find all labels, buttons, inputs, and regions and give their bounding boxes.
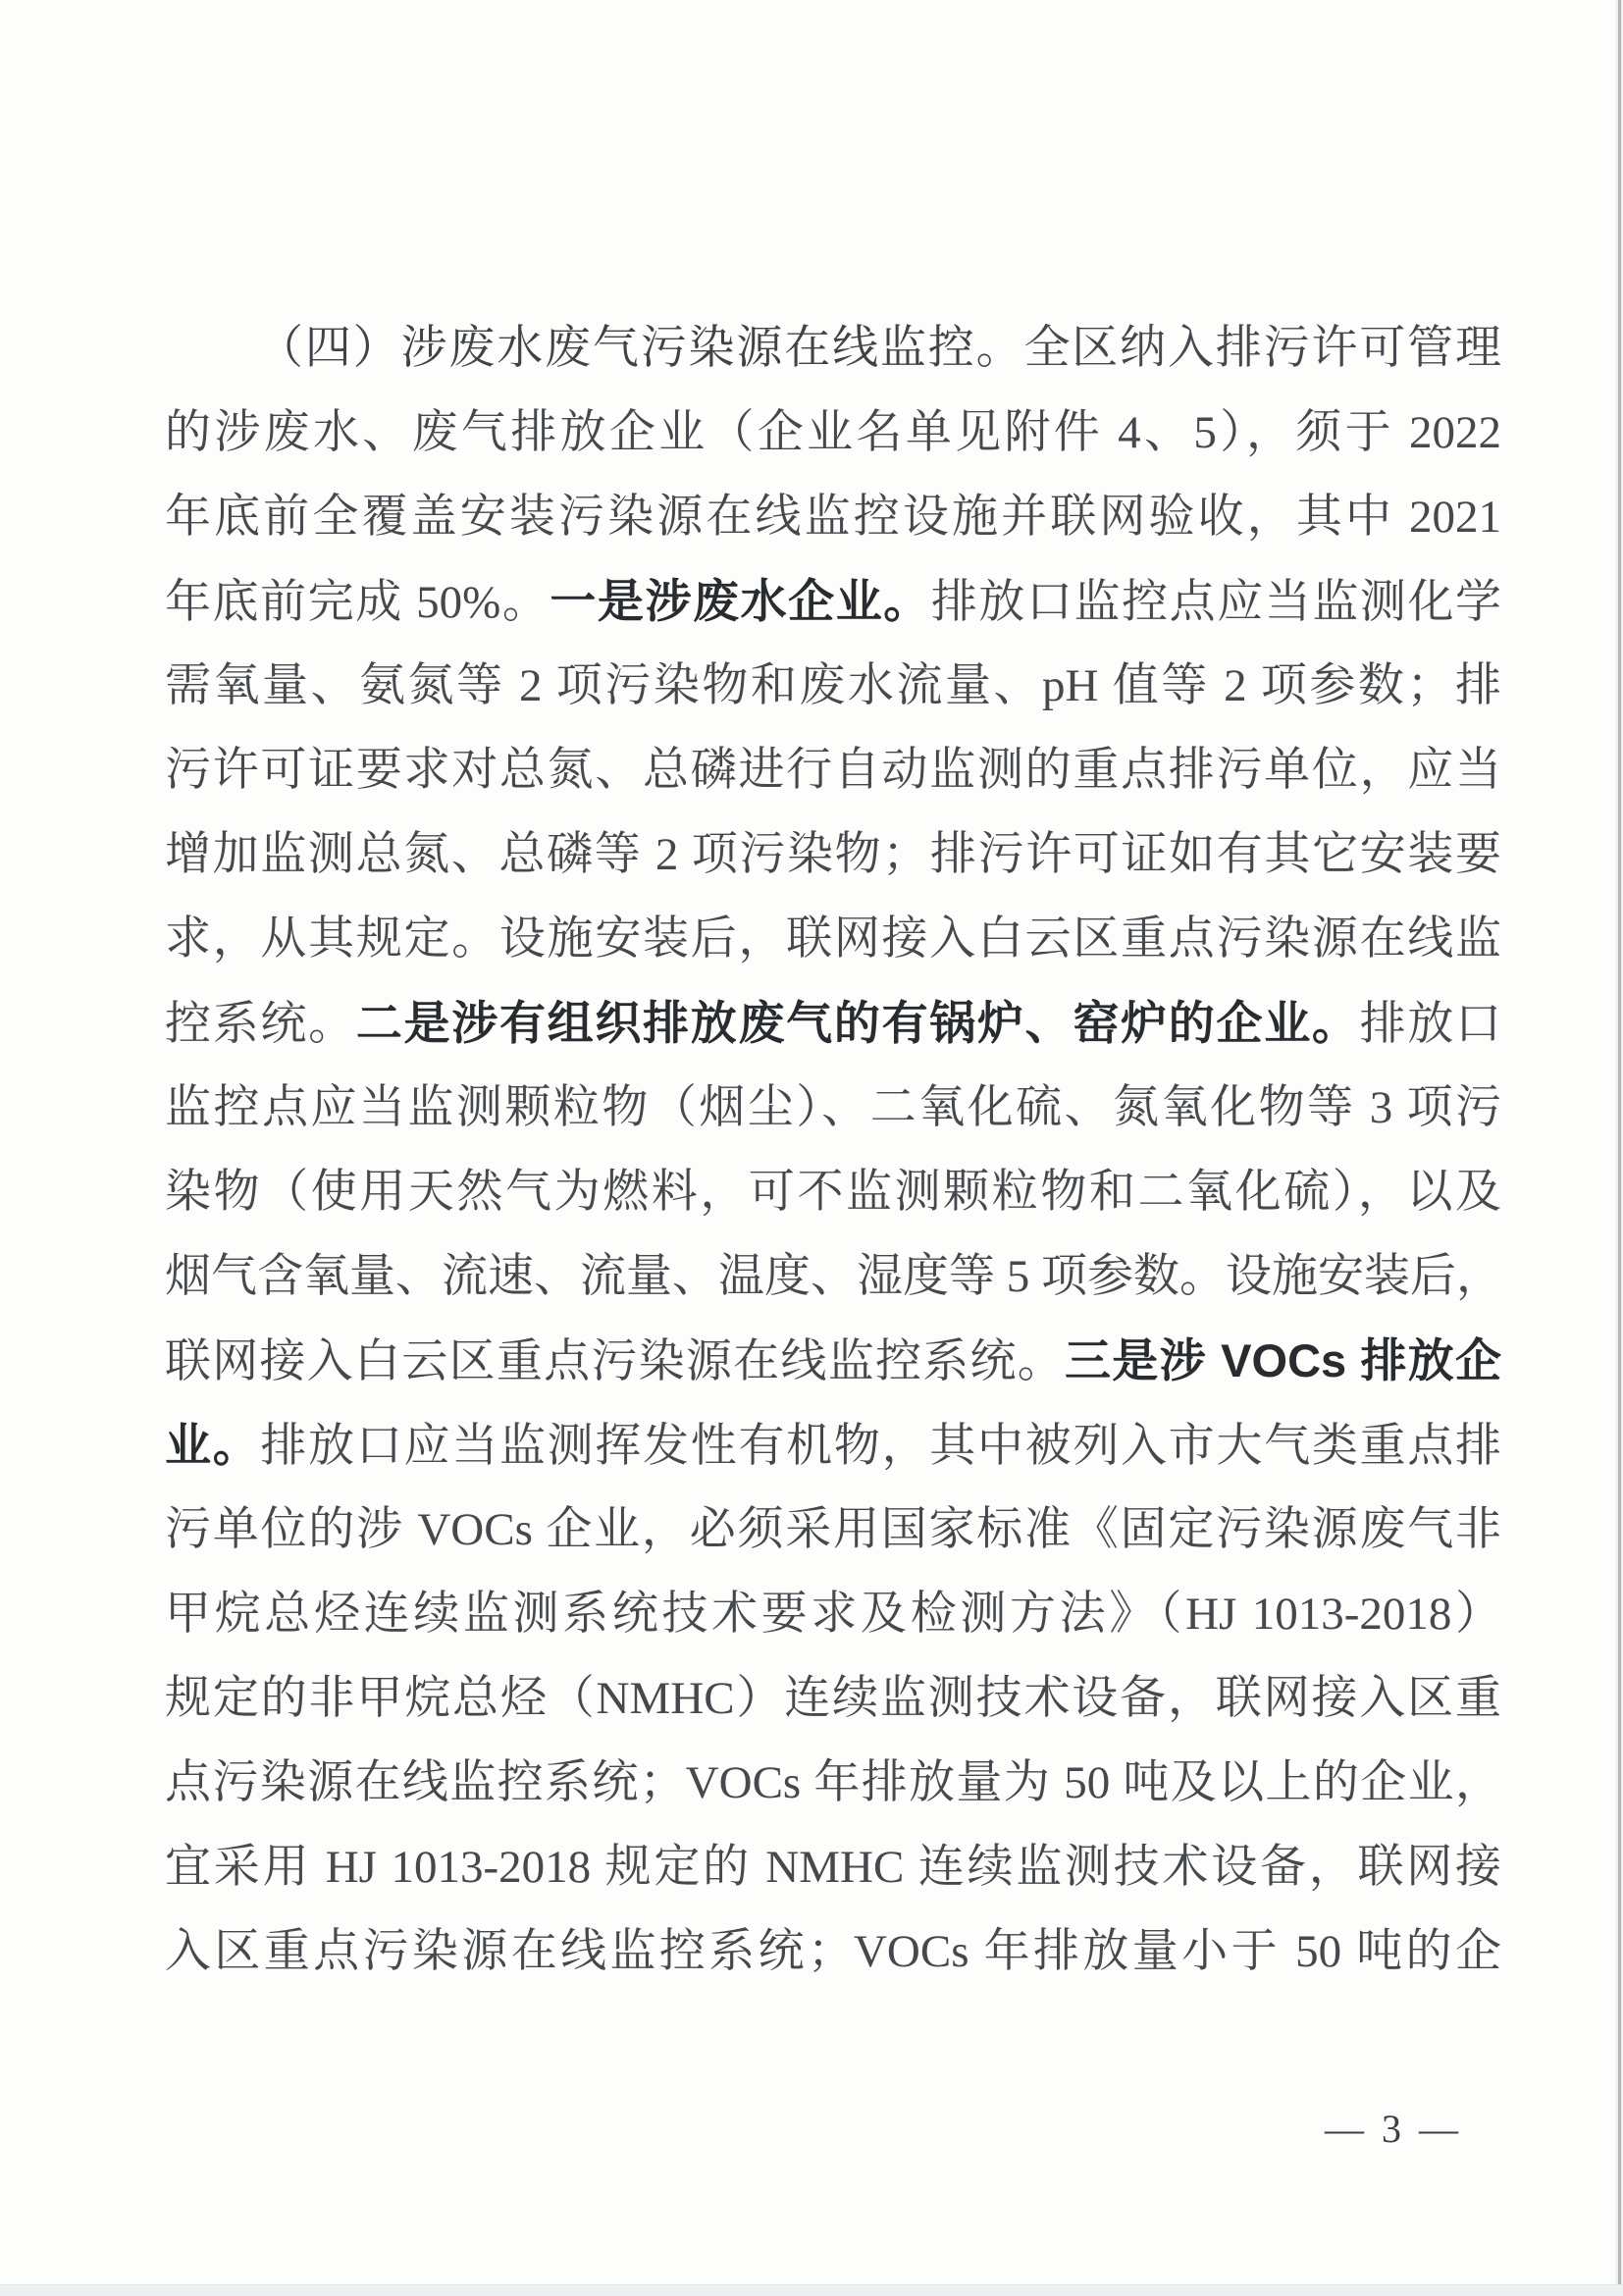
text-line <box>165 306 1501 391</box>
text-line <box>165 1656 1501 1741</box>
body-text-run: 监控点应当监测颗粒物（烟尘）、二氧化硫、氮氧化物等 3 项污 <box>165 1082 1501 1133</box>
body-text-run: 增加监测总氮、总磷等 2 项污染物；排污许可证如有其它安装要 <box>165 829 1501 880</box>
body-text-run: 年底前完成 50%。 <box>165 577 550 628</box>
text-line <box>165 981 1501 1066</box>
body-text-run: 入区重点污染源在线监控系统；VOCs 年排放量小于 50 吨的企 <box>165 1926 1501 1977</box>
body-text-run: 的涉废水、废气排放企业（企业名单见附件 4、5），须于 2022 <box>165 407 1501 458</box>
body-text-run: 染物（使用天然气为燃料，可不监测颗粒物和二氧化硫），以及 <box>165 1167 1501 1218</box>
body-text-run: 需氧量、氨氮等 2 项污染物和废水流量、pH 值等 2 项参数；排 <box>165 660 1501 711</box>
body-text-run: 点污染源在线监控系统；VOCs 年排放量为 50 吨及以上的企业， <box>165 1757 1501 1808</box>
text-line <box>165 1403 1501 1487</box>
text-line <box>165 1150 1501 1234</box>
body-text-run: 规定的非甲烷总烃（NMHC）连续监测技术设备，联网接入区重 <box>165 1673 1501 1724</box>
text-line <box>165 728 1501 812</box>
body-text-run: 排放口应当监测挥发性有机物，其中被列入市大气类重点排 <box>260 1421 1502 1472</box>
text-line <box>165 475 1501 559</box>
bold-emphasis-run: 一是涉废水企业。 <box>550 575 931 627</box>
text-line <box>165 1234 1501 1319</box>
body-text <box>165 306 1501 1994</box>
text-line <box>165 812 1501 897</box>
text-line <box>165 644 1501 728</box>
section-heading-run: （四）涉废水废气污染源在线监控。 <box>257 323 1024 374</box>
body-text-run: 污单位的涉 VOCs 企业，必须采用国家标准《固定污染源废气非 <box>165 1504 1501 1555</box>
body-text-run: 求，从其规定。设施安装后，联网接入白云区重点污染源在线监 <box>165 913 1501 965</box>
body-text-run: 控系统。 <box>165 999 356 1050</box>
body-text-run: 甲烷总烃连续监测系统技术要求及检测方法》（HJ 1013-2018） <box>165 1589 1501 1640</box>
body-text-run: 年底前全覆盖安装污染源在线监控设施并联网验收，其中 2021 <box>165 492 1501 543</box>
text-line <box>165 1741 1501 1825</box>
text-line <box>165 559 1501 644</box>
bold-emphasis-run: 三是涉 VOCs 排放企 <box>1065 1334 1502 1386</box>
text-line <box>165 391 1501 475</box>
body-text-run: 全区纳入排污许可管理 <box>1023 323 1502 374</box>
body-text-run: 排放口 <box>1359 999 1502 1050</box>
text-line <box>165 897 1501 981</box>
body-text-run: 宜采用 HJ 1013-2018 规定的 NMHC 连续监测技术设备，联网接 <box>165 1842 1501 1893</box>
text-line <box>165 1066 1501 1150</box>
scan-bottom-band <box>0 2284 1623 2296</box>
text-line <box>165 1825 1501 1909</box>
page-number: — 3 — <box>1325 2107 1462 2151</box>
text-line <box>165 1487 1501 1572</box>
body-text-run: 烟气含氧量、流速、流量、温度、湿度等 5 项参数。设施安装后， <box>165 1251 1502 1302</box>
body-text-run: 排放口监控点应当监测化学 <box>930 577 1502 628</box>
scan-edge-line <box>1618 0 1621 2296</box>
bold-emphasis-run: 业。 <box>165 1419 261 1471</box>
body-text-run: 联网接入白云区重点污染源在线监控系统。 <box>165 1336 1066 1387</box>
text-line <box>165 1572 1501 1656</box>
text-line <box>165 1319 1501 1403</box>
text-line <box>165 1909 1501 1994</box>
bold-emphasis-run: 二是涉有组织排放废气的有锅炉、窑炉的企业。 <box>355 997 1360 1049</box>
body-text-run: 污许可证要求对总氮、总磷进行自动监测的重点排污单位，应当 <box>165 745 1501 796</box>
